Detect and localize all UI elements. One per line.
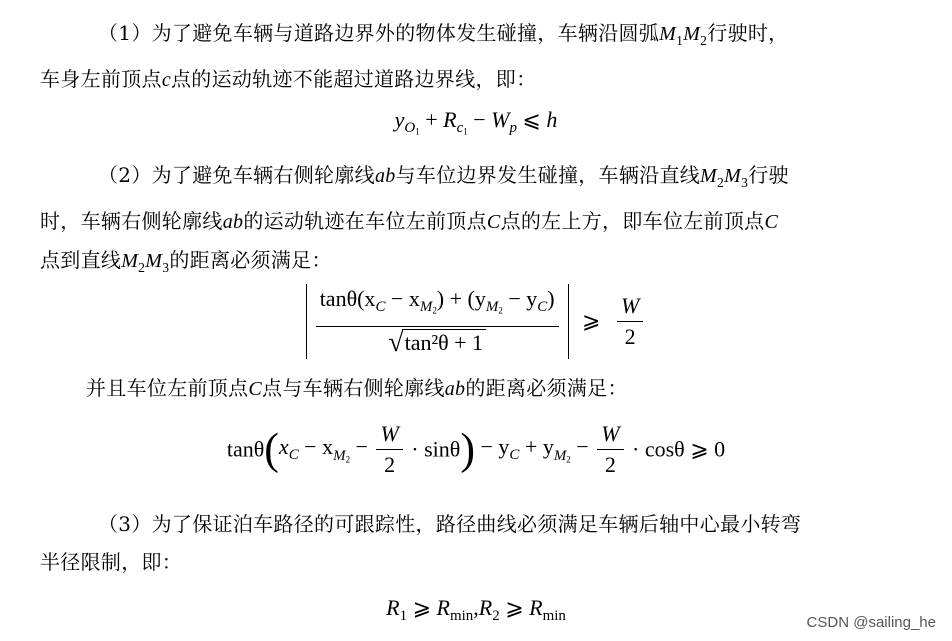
math-text: − x [385,286,420,311]
math-text: − x [298,434,334,460]
fraction-numerator: W [617,293,643,322]
radical-sign: √ [388,326,404,358]
math-symbol: ab [444,378,466,400]
math-operator: − [570,434,595,460]
text: 的距离必须满足： [465,376,628,400]
fraction-denominator: 2 [604,452,616,477]
text: 点到直线 [40,247,122,272]
text: 时，车辆右侧轮廓线 [40,208,223,233]
math-subsubscript: 2 [432,305,437,316]
math-symbol: C [486,210,501,233]
math-subscript [554,448,571,464]
math-subscript [486,299,503,315]
equation-1 [0,100,952,152]
text: 车身左前顶点 [40,66,162,91]
math-text: − y [502,286,538,311]
text: 半径限制，即： [40,550,183,574]
math-subscript: 3 [741,174,749,190]
left-paren: ( [264,424,279,474]
math-subscript: 1 [676,32,684,48]
math-symbol: ab [374,165,396,187]
fraction-numerator [316,286,559,327]
math-subscript-text: O [404,120,416,137]
math-subscript-text: c [456,120,464,137]
fraction-denominator: 2 [624,323,636,349]
math-symbol: R [529,595,543,620]
math-symbol: R [443,107,457,132]
math-symbol: M [700,165,718,187]
paragraph-2-line-2 [40,202,918,241]
text: （2）为了避免车辆右侧轮廓线 [98,163,375,187]
math-operator: ⩽ [516,107,547,132]
math-subsubscript: 2 [566,454,571,465]
paragraph-2-line-1 [40,156,918,202]
math-subscript [420,299,437,315]
text: 点的运动轨迹不能超过道路边界线，即： [171,66,537,91]
math-subscript: 2 [717,174,725,190]
paragraph-2 [40,156,918,287]
math-symbol: R [436,595,450,620]
math-subscript: 3 [162,259,170,275]
equation-2 [0,284,952,359]
math-symbol: c [161,68,171,91]
paragraph-2-line-3 [40,241,918,287]
math-symbol: ab [222,210,244,233]
math-subscript: 2 [138,259,146,275]
math-subscript: C [375,299,386,316]
math-symbol: x [278,434,289,460]
math-subscript-text: M [419,299,433,316]
math-operator: − [467,107,492,132]
fraction-denominator: 2 [384,452,396,477]
text: 点的左上方，即车位左前顶点 [500,208,765,233]
text: 的运动轨迹在车位左前顶点 [243,208,487,233]
math-text: ) [547,286,555,311]
text: 与车位边界发生碰撞，车辆沿直线 [395,163,701,187]
right-paren: ) [460,424,475,474]
paragraph-4-line-1 [40,505,918,543]
math-text: − y [475,434,510,460]
math-symbol: M [145,249,163,272]
paragraph-1 [40,14,918,99]
math-symbol: h [546,107,558,132]
math-subscript: min [449,608,474,625]
text: 行驶时， [707,21,789,45]
math-subscript: C [509,447,520,464]
paragraph-3 [40,369,918,408]
math-operator: + [419,107,444,132]
math-subscript-text: M [485,299,499,316]
math-subscript: C [288,447,299,464]
math-symbol: M [683,23,701,45]
text: （3）为了保证泊车路径的可跟踪性，路径曲线必须满足车辆后轴中心最小转弯 [98,512,802,536]
text: 点与车辆右侧轮廓线 [262,376,445,400]
math-subscript: 2 [700,32,708,48]
paragraph-1-line-1 [40,14,918,60]
radicand: tan²θ + 1 [402,329,486,356]
math-subsubscript: 1 [415,126,420,137]
math-text: ) + (y [436,286,486,311]
math-symbol: M [724,165,742,187]
fraction-numerator: W [376,421,402,450]
paragraph-4 [40,505,918,581]
math-symbol: R [386,595,400,620]
math-symbol: y [394,107,405,132]
math-subscript [333,448,350,464]
math-operator: ⩾ [582,308,601,334]
math-subscript-text: M [333,447,346,464]
math-subscript-text: M [553,447,567,464]
math-subscript: 1 [399,608,408,625]
math-operator: ⩾ [499,595,530,620]
math-symbol: C [248,378,263,400]
math-operator: − [350,434,374,460]
math-text: + y [519,434,554,460]
fraction [617,293,643,350]
math-text: tanθ [226,436,265,462]
fraction-numerator: W [597,421,623,450]
fraction [597,421,623,478]
square-root [388,326,486,358]
math-subscript: 2 [492,608,500,625]
paragraph-1-line-2 [40,60,918,99]
text: 的距离必须满足： [169,247,332,272]
equation-3 [0,421,952,478]
math-subsubscript: 2 [345,454,351,465]
math-punct: , [473,595,479,620]
math-subsubscript: 2 [498,305,503,316]
math-operator: ⩾ [407,595,437,620]
text: 行驶 [748,163,789,187]
math-symbol: C [764,210,779,233]
math-symbol: R [478,595,493,620]
watermark: CSDN @sailing_he [806,614,936,631]
text: （1）为了避免车辆与道路边界外的物体发生碰撞，车辆沿圆弧 [98,21,660,45]
math-symbol: M [659,23,677,45]
math-subscript [457,120,468,136]
math-subsubscript: 1 [463,126,468,137]
math-subscript: p [509,120,517,137]
math-symbol: W [491,107,510,132]
math-subscript: C [537,299,548,316]
fraction [376,421,402,478]
math-text: · cosθ ⩾ 0 [626,436,726,462]
math-text: tanθ(x [319,286,376,311]
math-subscript [404,120,419,136]
text: 并且车位左前顶点 [86,376,249,400]
fraction-denominator [384,327,490,357]
absolute-value [306,284,569,359]
paragraph-4-line-2 [40,543,918,581]
math-subscript: min [542,608,566,625]
math-symbol: M [121,249,139,272]
paragraph-3-line-1 [40,369,918,408]
fraction [316,286,559,357]
math-text: · sinθ [405,436,461,462]
